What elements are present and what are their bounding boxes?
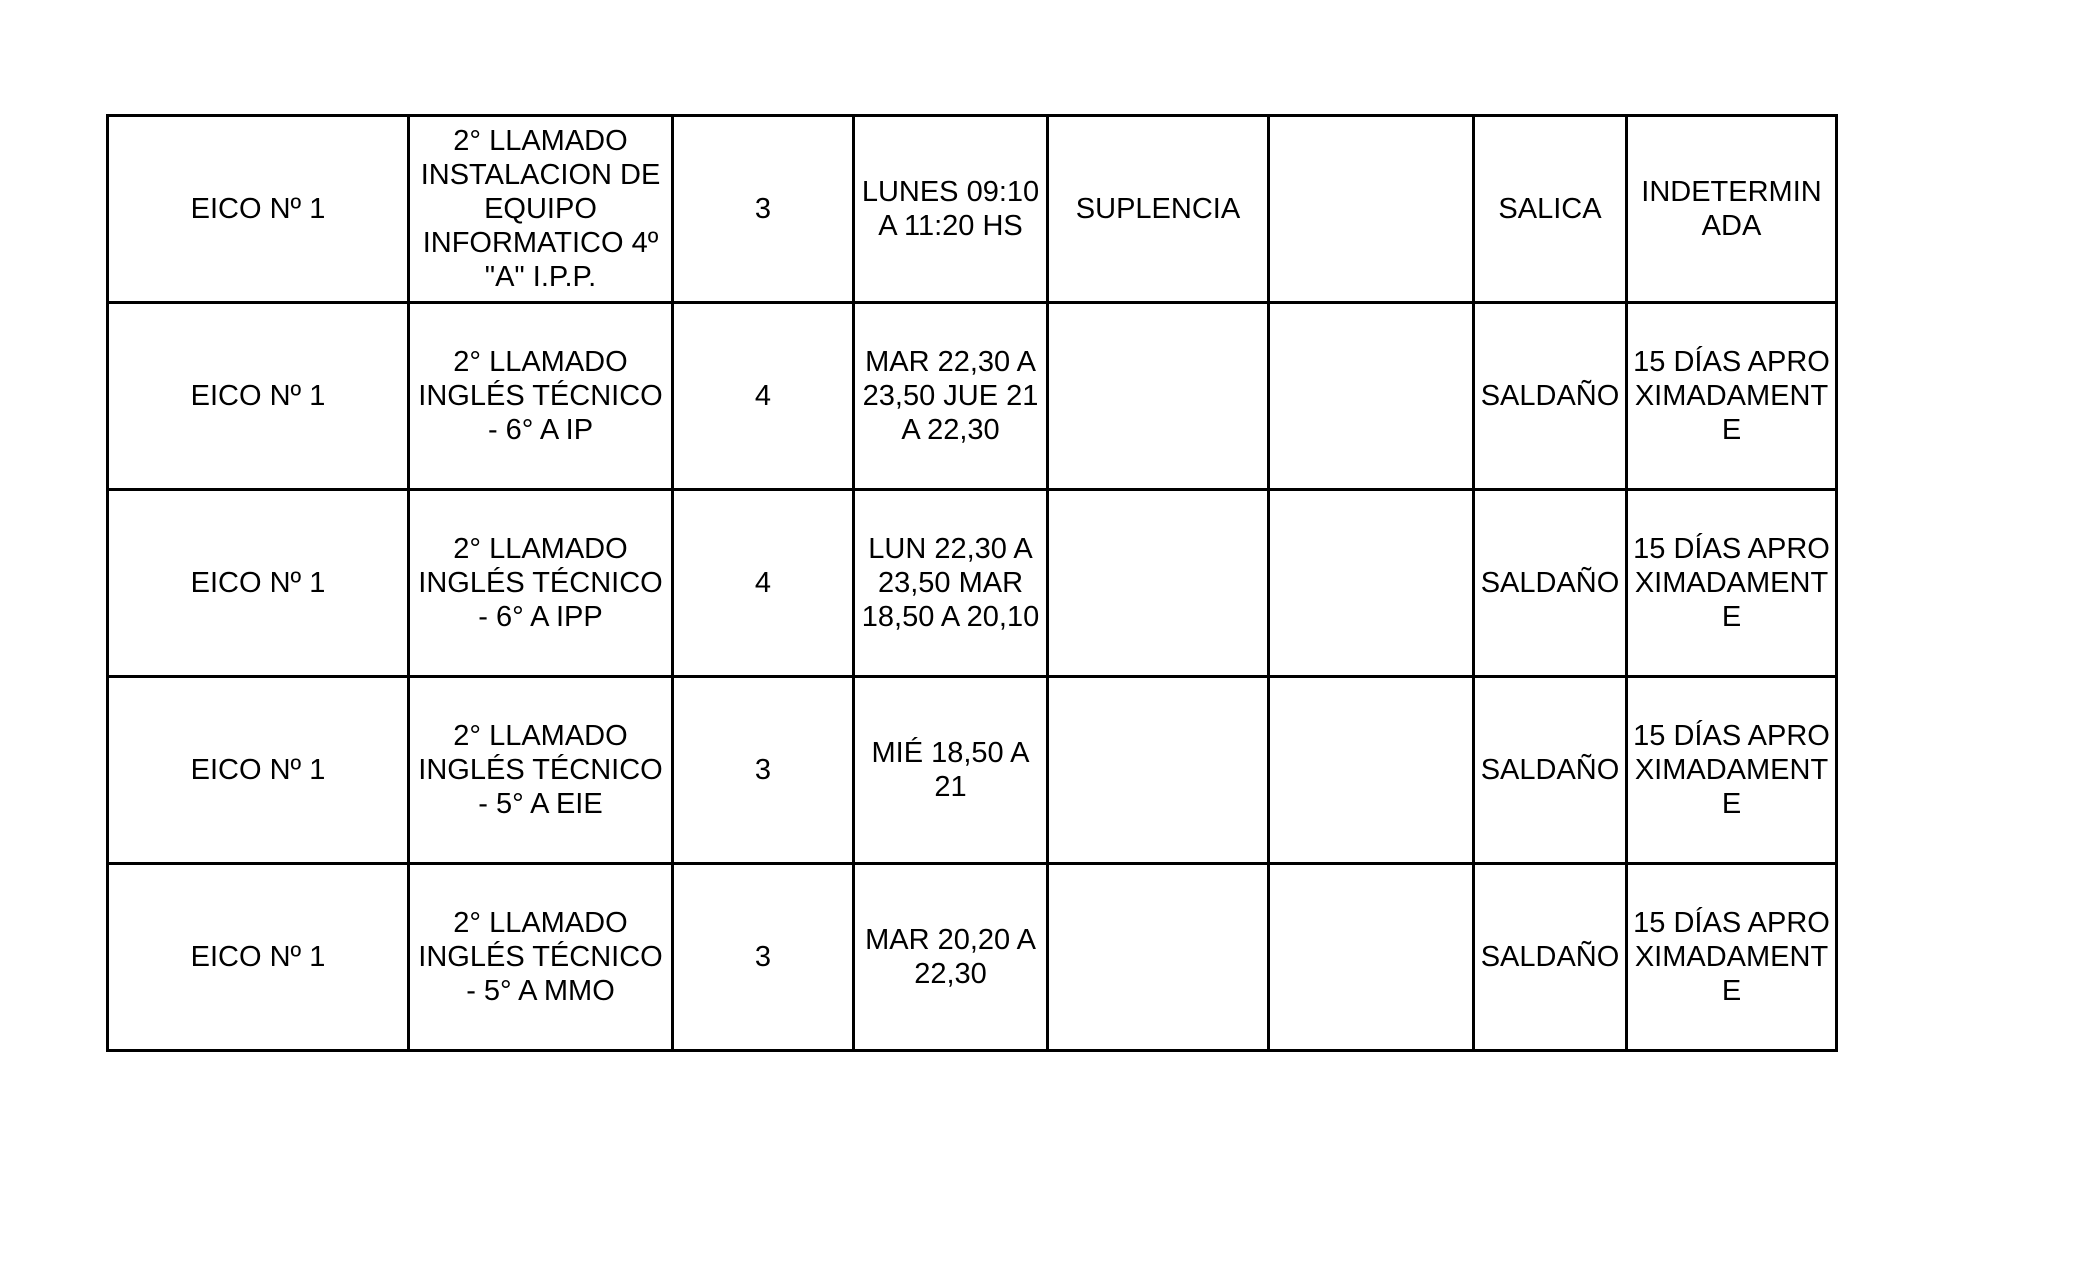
duration-cell: INDETERMINADA bbox=[1627, 116, 1837, 303]
duration-cell: 15 DÍAS APROXIMADAMENTE bbox=[1627, 864, 1837, 1051]
table-row bbox=[108, 303, 1837, 490]
table-row bbox=[108, 116, 1837, 303]
teacher-cell: SALDAÑO bbox=[1474, 303, 1627, 490]
extra-cell bbox=[1269, 677, 1474, 864]
teacher-cell: SALDAÑO bbox=[1474, 864, 1627, 1051]
schedule-cell: MIÉ 18,50 A 21 bbox=[854, 677, 1048, 864]
teacher-cell: SALICA bbox=[1474, 116, 1627, 303]
vacancy-table bbox=[106, 114, 1838, 1052]
position-type-cell bbox=[1048, 303, 1269, 490]
subject-cell: 2° LLAMADO INGLÉS TÉCNICO - 6° A IPP bbox=[409, 490, 673, 677]
hours-cell: 3 bbox=[673, 677, 854, 864]
table-row bbox=[108, 677, 1837, 864]
hours-cell: 3 bbox=[673, 116, 854, 303]
extra-cell bbox=[1269, 116, 1474, 303]
hours-cell: 4 bbox=[673, 303, 854, 490]
extra-cell bbox=[1269, 303, 1474, 490]
schedule-cell: MAR 20,20 A 22,30 bbox=[854, 864, 1048, 1051]
school-cell: EICO Nº 1 bbox=[108, 864, 409, 1051]
position-type-cell bbox=[1048, 864, 1269, 1051]
school-cell: EICO Nº 1 bbox=[108, 303, 409, 490]
extra-cell bbox=[1269, 864, 1474, 1051]
subject-cell: 2° LLAMADO INSTALACION DE EQUIPO INFORMATICO 4º "A" I.P.P. bbox=[409, 116, 673, 303]
teacher-cell: SALDAÑO bbox=[1474, 490, 1627, 677]
schedule-cell: LUNES 09:10 A 11:20 HS bbox=[854, 116, 1048, 303]
hours-cell: 4 bbox=[673, 490, 854, 677]
table-row bbox=[108, 490, 1837, 677]
schedule-cell: LUN 22,30 A 23,50 MAR 18,50 A 20,10 bbox=[854, 490, 1048, 677]
subject-cell: 2° LLAMADO INGLÉS TÉCNICO - 5° A MMO bbox=[409, 864, 673, 1051]
schedule-cell: MAR 22,30 A 23,50 JUE 21 A 22,30 bbox=[854, 303, 1048, 490]
school-cell: EICO Nº 1 bbox=[108, 490, 409, 677]
position-type-cell bbox=[1048, 677, 1269, 864]
school-cell: EICO Nº 1 bbox=[108, 677, 409, 864]
teacher-cell: SALDAÑO bbox=[1474, 677, 1627, 864]
table-row bbox=[108, 864, 1837, 1051]
duration-cell: 15 DÍAS APROXIMADAMENTE bbox=[1627, 303, 1837, 490]
position-type-cell: SUPLENCIA bbox=[1048, 116, 1269, 303]
duration-cell: 15 DÍAS APROXIMADAMENTE bbox=[1627, 490, 1837, 677]
subject-cell: 2° LLAMADO INGLÉS TÉCNICO - 6° A IP bbox=[409, 303, 673, 490]
subject-cell: 2° LLAMADO INGLÉS TÉCNICO - 5° A EIE bbox=[409, 677, 673, 864]
school-cell: EICO Nº 1 bbox=[108, 116, 409, 303]
hours-cell: 3 bbox=[673, 864, 854, 1051]
position-type-cell bbox=[1048, 490, 1269, 677]
extra-cell bbox=[1269, 490, 1474, 677]
duration-cell: 15 DÍAS APROXIMADAMENTE bbox=[1627, 677, 1837, 864]
